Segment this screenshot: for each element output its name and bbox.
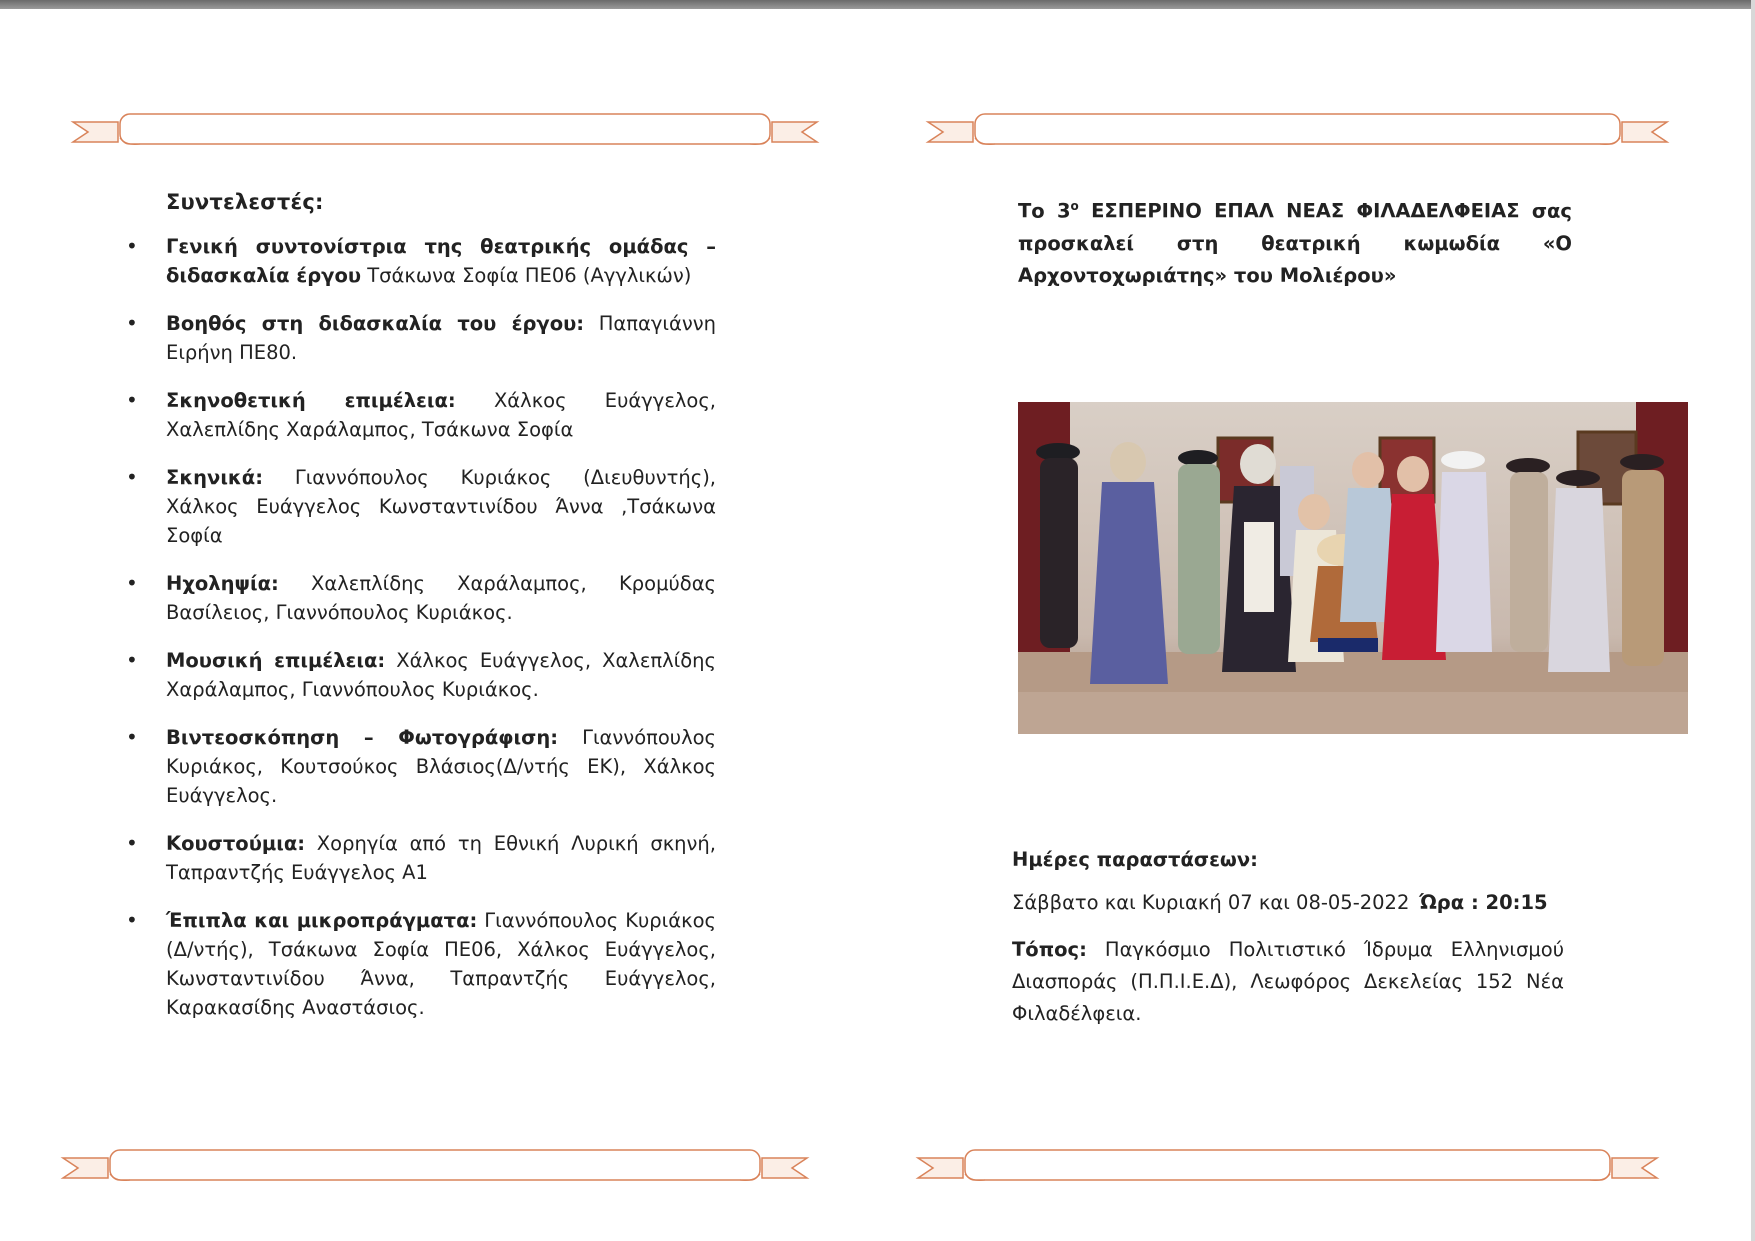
credit-item [120,569,716,627]
dates-text: Σάββατο και Κυριακή 07 και 08-05-2022 [1012,891,1410,914]
performance-info [1012,848,1564,1030]
ribbon-banner-top-left [70,108,820,152]
ribbon-banner-top-right [925,108,1670,152]
credit-role: Σκηνοθετική επιμέλεια: [166,389,456,412]
invitation-text [1018,190,1572,292]
performance-dates [1012,891,1564,914]
credit-names: Παπαγιάννη Ειρήνη ΠΕ80. [166,312,716,364]
ribbon-banner-bottom-left [60,1144,810,1188]
credit-item [120,829,716,887]
credit-role: Βοηθός στη διδασκαλία του έργου: [166,312,585,335]
cast-photo [1018,402,1688,734]
credit-names: Γιαννόπουλος Κυριάκος, Κουτσούκος Βλάσιος(Δ/ντής ΕΚ), Χάλκος Ευάγγελος. [166,726,716,807]
credit-names: Γιαννόπουλος Κυριάκος (Διευθυντής), Χάλκος Ευάγγελος Κωνσταντινίδου Άννα ,Τσάκωνα Σοφία [166,466,716,547]
credit-role: Βιντεοσκόπηση – Φωτογράφιση: [166,726,559,749]
credit-role: Μουσική επιμέλεια: [166,649,386,672]
credits-list [120,232,716,1022]
credits-heading: Συντελεστές: [166,190,324,214]
venue-text: Παγκόσμιο Πολιτιστικό Ίδρυμα Ελληνισμού Διασποράς (Π.Π.Ι.Ε.Δ), Λεωφόρος Δεκελείας 152 Νέα Φιλαδέλφεια. [1012,938,1564,1025]
ordinal-suffix: ο [1070,199,1079,213]
invitation-section [1018,190,1572,292]
credits-section [120,190,716,1041]
credit-item [120,463,716,550]
credit-item [120,309,716,367]
credit-names: Τσάκωνα Σοφία ΠΕ06 (Αγγλικών) [361,264,692,287]
credit-item [120,906,716,1022]
credit-role: Γενική συντονίστρια της θεατρικής ομάδας – διδασκαλία έργου [166,235,716,287]
venue-label: Τόπος: [1012,938,1087,961]
credit-item [120,386,716,444]
time-text: Ώρα : 20:15 [1419,891,1548,914]
invitation-body: ΕΣΠΕΡΙΝΟ ΕΠΑΛ ΝΕΑΣ ΦΙΛΑΔΕΛΦΕΙΑΣ σας προσκαλεί στη θεατρική κωμωδία «Ο Αρχοντοχωριάτης» του Μολιέρου» [1018,199,1572,287]
venue [1012,934,1564,1030]
credit-names: Χάλκος Ευάγγελος, Χαλεπλίδης Χαράλαμπος, Τσάκωνα Σοφία [166,389,717,441]
credit-names: Γιαννόπουλος Κυριάκος (Δ/ντής), Τσάκωνα Σοφία ΠΕ06, Χάλκος Ευάγγελος, Κωνσταντινίδου Άννα, Ταπραντζής Ευάγγελος, Καρακασίδης Αναστάσιος. [166,909,716,1019]
credit-names: Χαλεπλίδης Χαράλαμπος, Κρομύδας Βασίλειος, Γιαννόπουλος Κυριάκος. [166,572,716,624]
scan-right-edge [1751,0,1755,1241]
ribbon-banner-bottom-right [915,1144,1660,1188]
credit-item [120,723,716,810]
credit-role: Έπιπλα και μικροπράγματα: [166,909,478,932]
credit-names: Χάλκος Ευάγγελος, Χαλεπλίδης Χαράλαμπος, Γιαννόπουλος Κυριάκος. [166,649,716,701]
performances-heading: Ημέρες παραστάσεων: [1012,848,1258,871]
credit-item [120,646,716,704]
credit-names: Χορηγία από τη Εθνική Λυρική σκηνή, Ταπραντζής Ευάγγελος Α1 [166,832,716,884]
credit-role: Κουστούμια: [166,832,306,855]
credit-item [120,232,716,290]
credit-role: Ηχοληψία: [166,572,279,595]
invitation-lead: Το 3 [1018,199,1071,223]
credit-role: Σκηνικά: [166,466,263,489]
scan-top-edge [0,0,1755,9]
